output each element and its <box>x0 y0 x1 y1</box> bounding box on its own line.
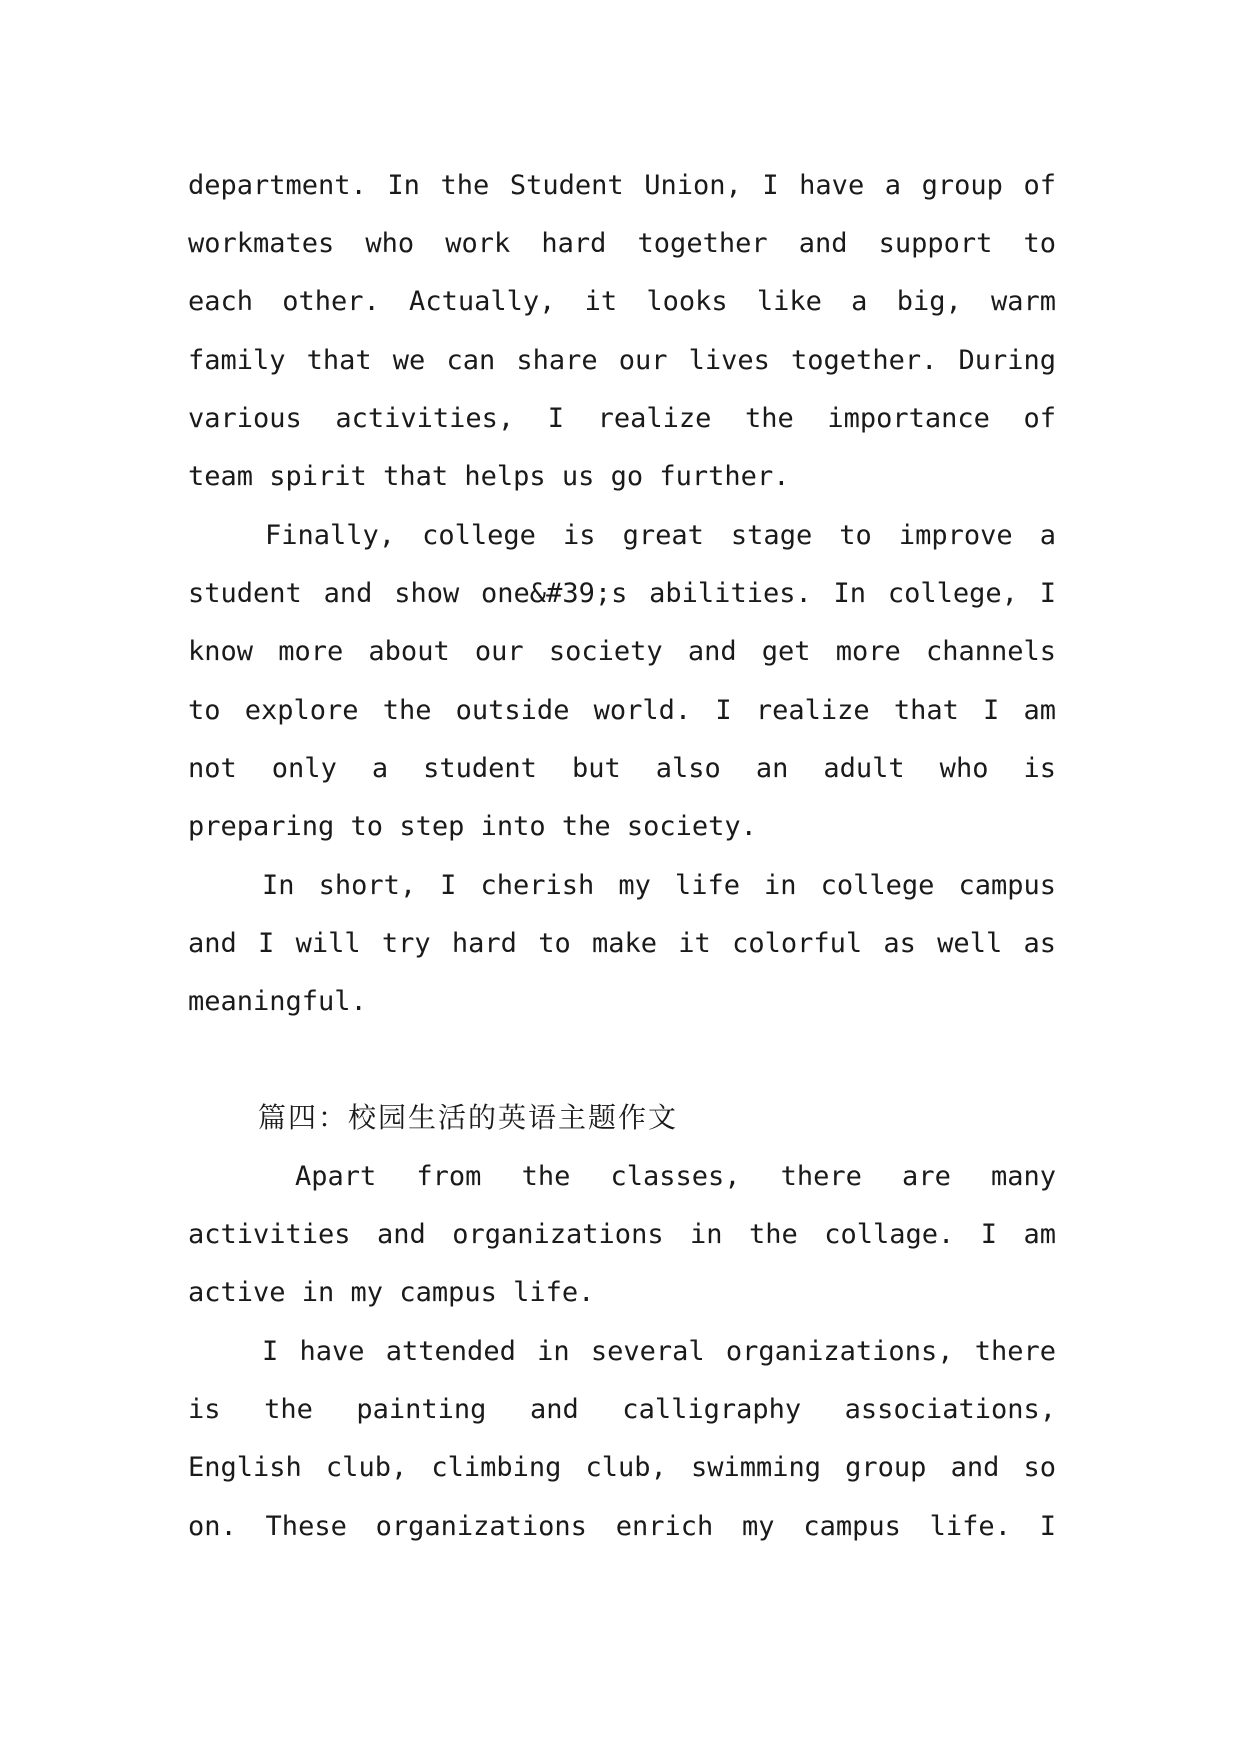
text-line: Finally, college is great stage to improve a <box>265 520 1056 551</box>
section-heading: 篇四：校园生活的英语主题作文 <box>258 1101 679 1134</box>
text-line: to explore the outside world. I realize that I am <box>188 695 1056 726</box>
text-line: I have attended in several organizations, there <box>262 1336 1056 1367</box>
text-line: various activities, I realize the importance of <box>188 403 1056 434</box>
text-line: on. These organizations enrich my campus life. I <box>188 1511 1056 1542</box>
text-line: workmates who work hard together and support to <box>188 228 1056 259</box>
text-line: not only a student but also an adult who is <box>188 753 1056 784</box>
text-line: know more about our society and get more channels <box>188 636 1056 667</box>
text-line: In short, I cherish my life in college campus <box>262 870 1056 901</box>
text-line: preparing to step into the society. <box>188 811 757 842</box>
text-line: family that we can share our lives together. During <box>188 345 1056 376</box>
text-line: Apart from the classes, there are many <box>295 1161 1056 1192</box>
text-line: activities and organizations in the collage. I am <box>188 1219 1056 1250</box>
text-line: department. In the Student Union, I have a group of <box>188 170 1056 201</box>
text-line: each other. Actually, it looks like a big, warm <box>188 286 1056 317</box>
text-line: is the painting and calligraphy associations, <box>188 1394 1056 1425</box>
text-line: meaningful. <box>188 986 367 1017</box>
text-line: English club, climbing club, swimming group and so <box>188 1452 1056 1483</box>
text-line: and I will try hard to make it colorful as well as <box>188 928 1056 959</box>
text-line: active in my campus life. <box>188 1277 595 1308</box>
text-line: student and show one&#39;s abilities. In college, I <box>188 578 1056 609</box>
text-line: team spirit that helps us go further. <box>188 461 790 492</box>
